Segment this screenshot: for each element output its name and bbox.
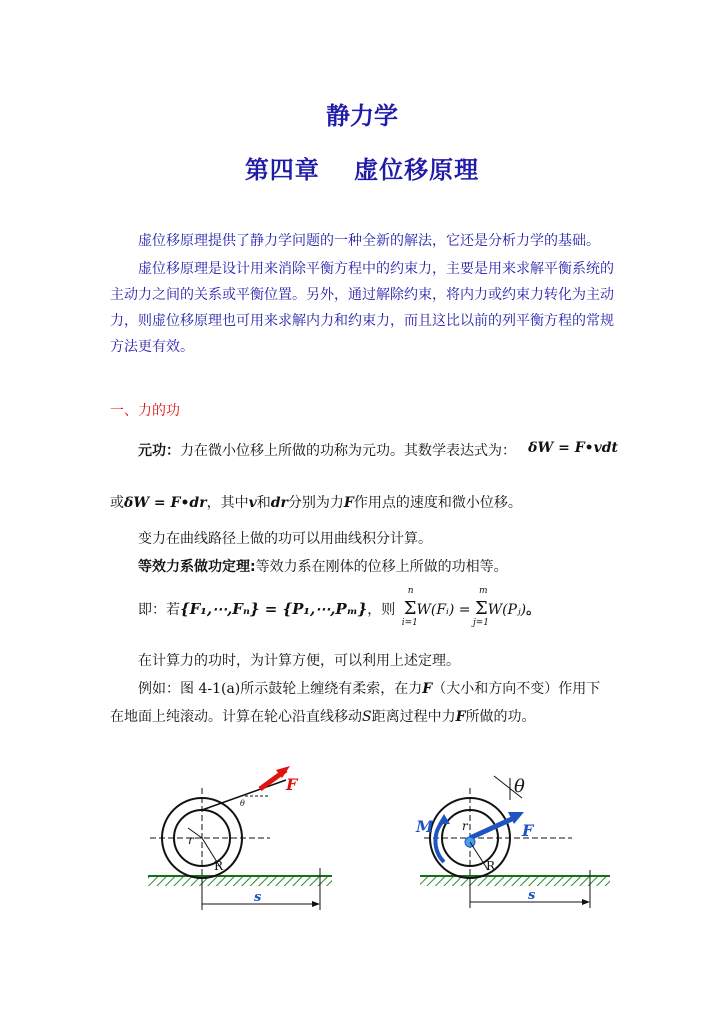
or-rest-c: 作用点的速度和微小位移。	[353, 495, 522, 511]
example-a: 例如：图 4-1(a)所示鼓轮上缠绕有柔索，在力	[138, 681, 423, 697]
variable-force-line: 变力在曲线路径上做的功可以用曲线积分计算。	[138, 531, 432, 547]
page-title: 静力学	[326, 102, 398, 130]
moment-label: M	[416, 817, 434, 836]
force-label-b: F	[522, 821, 534, 840]
ie-then: ，则	[367, 602, 396, 618]
distance-arrow-head-b	[582, 899, 590, 905]
theta-label-b: θ	[514, 776, 525, 797]
sum-lower-j: j=1	[472, 618, 490, 628]
s-label-b: s	[528, 888, 536, 903]
r-label-b: r	[462, 819, 468, 833]
force-symbol: F	[343, 495, 354, 511]
theorem-label: 等效力系做功定理:	[138, 559, 256, 575]
figure-b-equivalent-system	[410, 758, 620, 918]
ground-hatch-b	[420, 876, 610, 886]
elementary-work-label: 元功：	[138, 443, 180, 459]
section-heading: 一、力的功	[110, 403, 180, 419]
sum-right	[472, 586, 490, 628]
example-distance-symbol: S	[362, 709, 372, 725]
equivalence-line	[138, 586, 618, 638]
example-e: 所做的功。	[465, 709, 536, 725]
elementary-work-formula: δW = F•vdt	[528, 440, 618, 456]
example-line-1	[138, 678, 618, 698]
intro-paragraph-2: 虚位移原理是设计用来消除平衡方程中的约束力，主要是用来求解平衡系统的主动力之间的关系或平衡位置。另外，通过解除约束，将内力或约束力转化为主动力，则虚位移原理也可用来求解内力和约束力，而且这比以前的列平衡方程的常规方法更有效。	[110, 261, 614, 355]
alternate-formula-line	[110, 492, 618, 512]
s-label: s	[254, 890, 262, 905]
figure-a-drum-rolling	[140, 758, 340, 918]
example-force-symbol: F	[422, 681, 433, 697]
or-formula: δW = F•dr	[124, 495, 207, 511]
example-d: 距离过程中力	[371, 709, 456, 725]
example-c: 在地面上纯滚动。计算在轮心沿直线移动	[110, 709, 362, 725]
or-rest-a: ，其中	[206, 495, 249, 511]
chapter-title: 第四章 虚位移原理	[244, 156, 480, 184]
or-text: 或	[110, 495, 124, 511]
theorem-line	[138, 556, 618, 576]
distance-arrow-head	[312, 901, 320, 907]
sum-upper-n: n	[407, 586, 414, 596]
force-set-formula: {F₁,⋯,Fₙ} = {P₁,⋯,Pₘ}	[180, 600, 368, 618]
force-label: F	[286, 775, 298, 794]
r-label: r	[188, 833, 194, 847]
velocity-symbol: v	[248, 495, 257, 511]
sum-left-term: W(Fᵢ) =	[416, 602, 471, 618]
or-rest-b: 分别为力	[287, 495, 344, 511]
ground-hatch	[148, 876, 332, 886]
or-and: 和	[256, 495, 271, 511]
theta-label: θ	[240, 799, 245, 808]
intro-paragraph-1: 虚位移原理提供了静力学问题的一种全新的解法，它还是分析力学的基础。	[138, 233, 600, 249]
example-line-2	[110, 706, 618, 726]
R-label: R	[214, 859, 224, 873]
elementary-work-line	[138, 440, 618, 460]
sum-right-term: W(Pⱼ)	[487, 602, 527, 618]
convenience-line: 在计算力的功时，为计算方便，可以利用上述定理。	[138, 653, 460, 669]
sum-upper-m: m	[478, 586, 488, 596]
sum-left	[401, 586, 418, 628]
sigma-icon: Σ	[474, 598, 488, 619]
example-force-symbol-2: F	[455, 709, 466, 725]
R-label-b: R	[486, 859, 496, 873]
elementary-work-text: 力在微小位移上所做的功称为元功。其数学表达式为：	[180, 443, 516, 459]
sum-end: 。	[526, 602, 541, 618]
sigma-icon: Σ	[403, 598, 417, 619]
theorem-text: 等效力系在刚体的位移上所做的功相等。	[255, 559, 508, 575]
ie-text: 即：若	[138, 602, 180, 618]
sum-lower-i: i=1	[401, 618, 418, 628]
example-b: （大小和方向不变）作用下	[432, 681, 601, 697]
displacement-symbol: dr	[270, 495, 288, 511]
